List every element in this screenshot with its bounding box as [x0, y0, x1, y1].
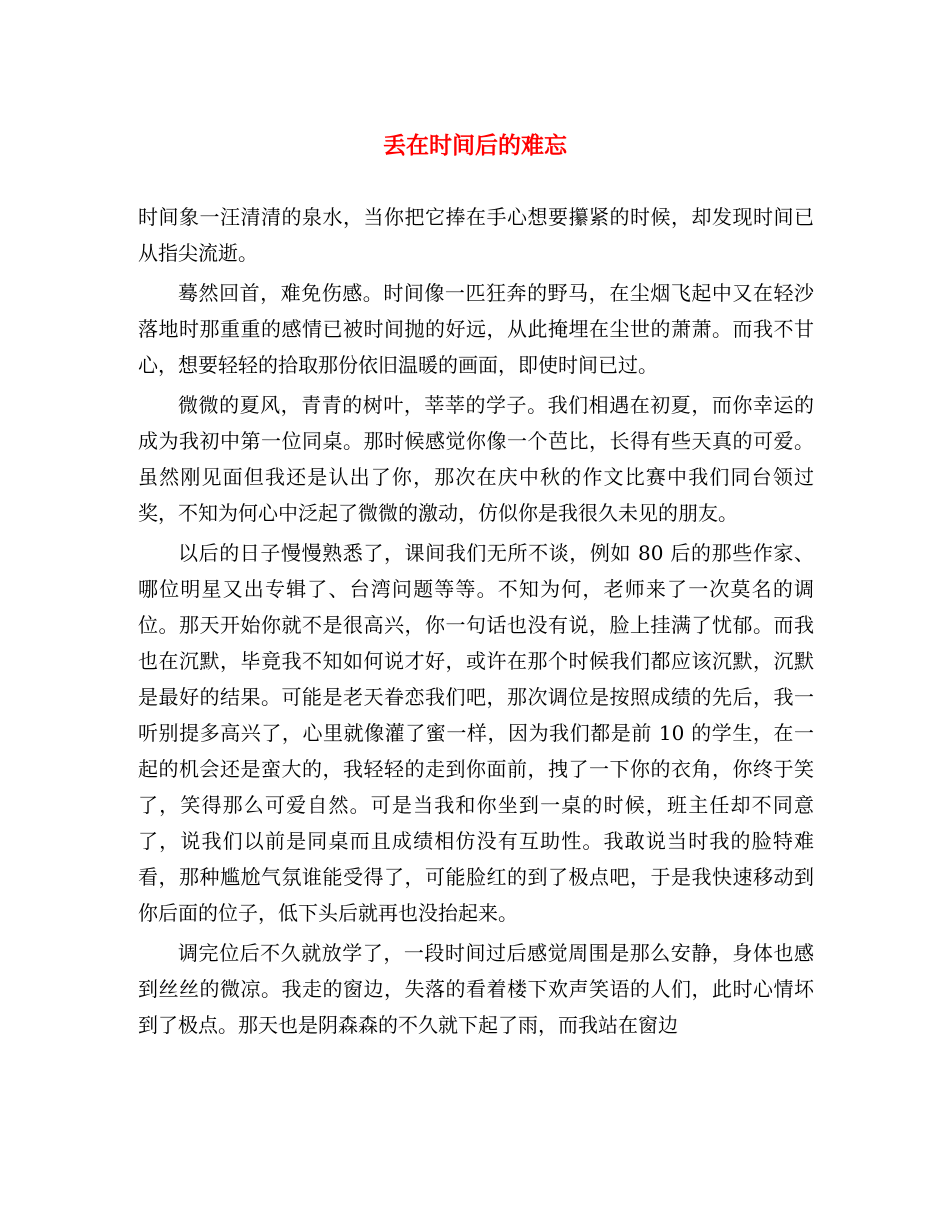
paragraph: 时间象一汪清清的泉水，当你把它捧在手心想要攥紧的时候，却发现时间已从指尖流逝。	[138, 205, 814, 265]
paragraph: 以后的日子慢慢熟悉了，课间我们无所不谈，例如 80 后的那些作家、哪位明星又出专辑了、台湾问题等等。不知为何，老师来了一次莫名的调位。那天开始你就不是很高兴，你一句话也没有说，脸上挂满了忧郁。而我也在沉默，毕竟我不知如何说才好，或许在那个时候我们都应该沉默，沉默是最好的结果。可能是老天眷恋我们吧，那次调位是按照成绩的先后，我一听别提多高兴了，心里就像灌了蜜一样，因为我们都是前 10 的学生，在一起的机会还是蛮大的，我轻轻的走到你面前，拽了一下你的衣角，你终于笑了，笑得那么可爱自然。可是当我和你坐到一桌的时候，班主任却不同意了，说我们以前是同桌而且成绩相仿没有互助性。我敢说当时我的脸特难看，那种尴尬气氛谁能受得了，可能脸红的到了极点吧，于是我快速移动到你后面的位子，低下头后就再也没抬起来。	[138, 541, 814, 925]
document-title: 丢在时间后的难忘	[383, 132, 567, 159]
paragraph: 微微的夏风，青青的树叶，莘莘的学子。我们相遇在初夏，而你幸运的成为我初中第一位同桌。那时候感觉你像一个芭比，长得有些天真的可爱。虽然刚见面但我还是认出了你，那次在庆中秋的作文比赛中我们同台领过奖，不知为何心中泛起了微微的激动，仿似你是我很久未见的朋友。	[138, 393, 814, 525]
document-body	[138, 199, 814, 1047]
paragraph: 调完位后不久就放学了，一段时间过后感觉周围是那么安静，身体也感到丝丝的微凉。我走的窗边，失落的看着楼下欢声笑语的人们，此时心情坏到了极点。那天也是阴森森的不久就下起了雨，而我站在窗边	[138, 941, 814, 1037]
paragraph: 蓦然回首，难免伤感。时间像一匹狂奔的野马，在尘烟飞起中又在轻沙落地时那重重的感情已被时间抛的好远，从此掩埋在尘世的萧萧。而我不甘心，想要轻轻的拾取那份依旧温暖的画面，即使时间已过。	[138, 281, 814, 377]
